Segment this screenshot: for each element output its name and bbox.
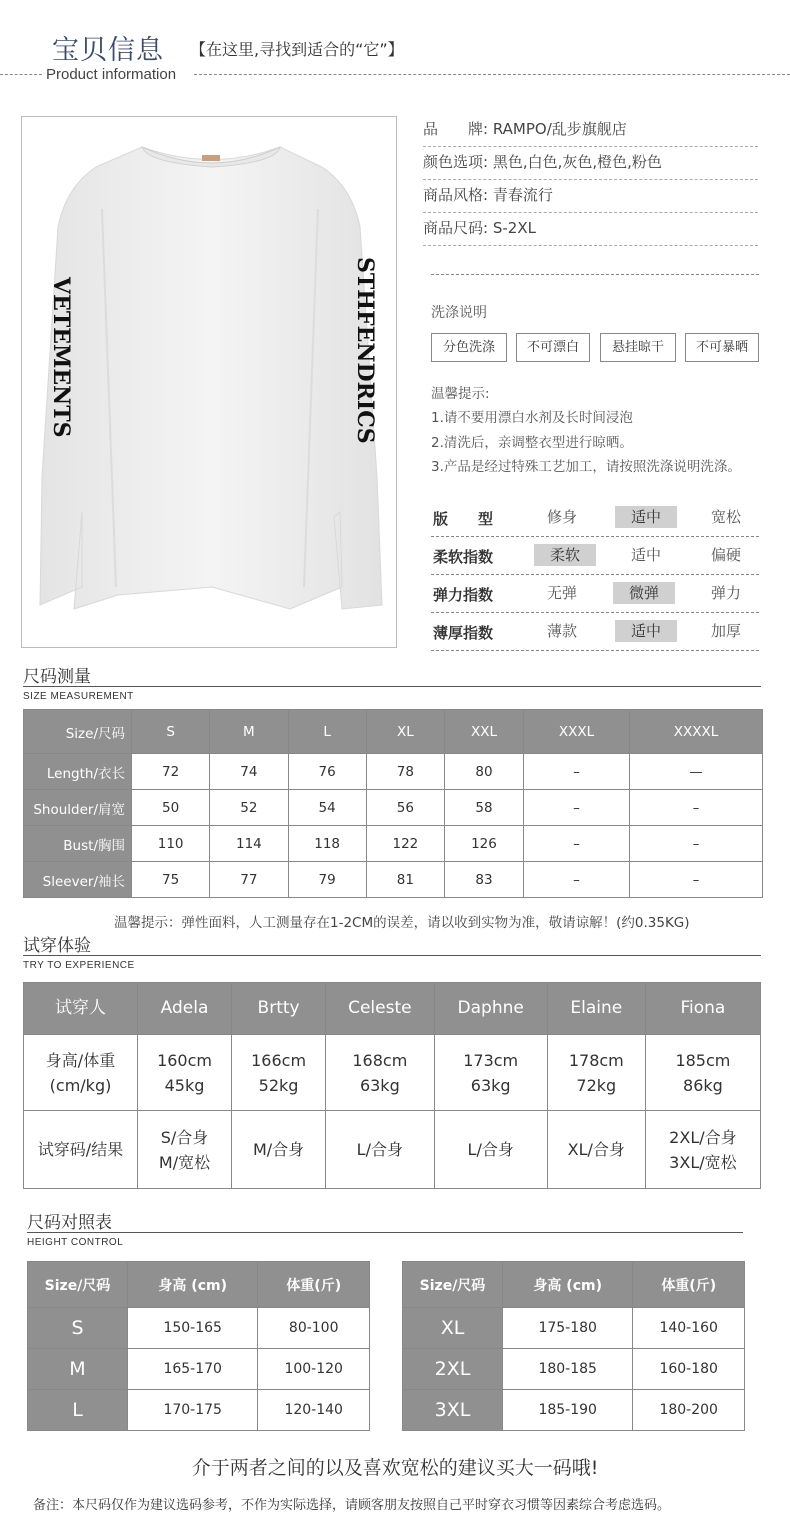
info-size [423, 213, 758, 246]
cell-line: (cm/kg) [49, 1075, 112, 1095]
table-cell [232, 1111, 326, 1189]
cell-line: 52kg [258, 1075, 299, 1095]
fit-option: 适中 [630, 546, 661, 564]
table-cell [326, 1111, 434, 1189]
fit-option: 无弹 [546, 584, 577, 602]
height-section-line [27, 1232, 743, 1233]
tips-line: 1.请不要用漂白水剂及长时间浸泡 [431, 410, 633, 426]
table-row [24, 826, 763, 862]
table-cell: S [28, 1308, 128, 1349]
table-cell: 身高 (cm) [503, 1262, 633, 1308]
wash-title: 洗涤说明 [431, 305, 487, 321]
table-cell: 52 [210, 790, 288, 826]
cell-line: 72kg [576, 1075, 617, 1095]
table-cell: – [523, 754, 629, 790]
table-cell: Length/衣长 [24, 754, 132, 790]
svg-text:VETEMENTS: VETEMENTS [48, 277, 74, 438]
fit-option: 薄款 [546, 622, 577, 640]
table-cell: Size/尺码 [403, 1262, 503, 1308]
table-cell: M [210, 710, 288, 754]
table-cell [232, 1035, 326, 1111]
table-cell: Celeste [326, 983, 434, 1035]
table-cell: 72 [132, 754, 210, 790]
table-cell: 110 [132, 826, 210, 862]
table-cell: 54 [288, 790, 366, 826]
table-cell: 122 [366, 826, 444, 862]
page-title-en: Product information [46, 66, 177, 83]
table-cell: 56 [366, 790, 444, 826]
tshirt-image [22, 117, 396, 647]
table-cell: S [132, 710, 210, 754]
info-label: 商品风格: [423, 186, 489, 204]
table-cell: XXXL [523, 710, 629, 754]
cell-line: 160cm [157, 1050, 212, 1070]
fit-option: 弹力 [710, 584, 741, 602]
table-cell: Shoulder/肩宽 [24, 790, 132, 826]
table-cell: 185-190 [503, 1390, 633, 1431]
cell-line: 45kg [164, 1075, 205, 1095]
table-cell: L [28, 1390, 128, 1431]
info-value: RAMPO/乱步旗舰店 [492, 120, 627, 138]
table-row [28, 1308, 370, 1349]
table-row [28, 1390, 370, 1431]
table-cell: 120-140 [258, 1390, 370, 1431]
tips-title: 温馨提示: [431, 386, 490, 402]
table-cell: 160-180 [633, 1349, 745, 1390]
fit-row-cut [431, 499, 759, 537]
table-cell: 170-175 [128, 1390, 258, 1431]
table-cell: Elaine [547, 983, 645, 1035]
cell-line: 86kg [683, 1075, 723, 1095]
table-cell: 试穿人 [24, 983, 138, 1035]
table-cell [645, 1035, 760, 1111]
table-cell: XL [366, 710, 444, 754]
table-cell: Brtty [232, 983, 326, 1035]
cell-line: L/合身 [356, 1140, 403, 1159]
fit-option-selected: 适中 [615, 506, 677, 528]
table-cell: 180-185 [503, 1349, 633, 1390]
info-value: S-2XL [492, 219, 536, 237]
page-title: 宝贝信息 [52, 35, 164, 66]
table-cell: 126 [445, 826, 524, 862]
info-colors [423, 147, 758, 180]
table-cell: 75 [132, 862, 210, 898]
table-cell: 74 [210, 754, 288, 790]
table-cell: 114 [210, 826, 288, 862]
table-cell [547, 1035, 645, 1111]
info-brand [423, 114, 758, 147]
table-cell: 140-160 [633, 1308, 745, 1349]
cell-line: L/合身 [467, 1140, 514, 1159]
fit-option: 偏硬 [710, 546, 741, 564]
fit-option-selected: 微弹 [613, 582, 675, 604]
table-row [24, 1035, 761, 1111]
table-cell: 150-165 [128, 1308, 258, 1349]
table-cell: – [523, 790, 629, 826]
header-divider-left [0, 74, 42, 75]
table-cell: — [629, 754, 762, 790]
table-cell: Size/尺码 [24, 710, 132, 754]
info-label: 品 牌: [423, 120, 489, 138]
table-cell: XXL [445, 710, 524, 754]
table-cell: 77 [210, 862, 288, 898]
fit-option: 修身 [546, 508, 577, 526]
cell-line: 168cm [352, 1050, 408, 1070]
table-row [28, 1349, 370, 1390]
info-label: 颜色选项: [423, 153, 489, 171]
wash-item: 不可暴晒 [685, 333, 759, 362]
wash-item: 悬挂晾干 [600, 333, 676, 362]
cell-line: 2XL/合身 [669, 1127, 737, 1147]
table-cell: XXXXL [629, 710, 762, 754]
table-cell: 83 [445, 862, 524, 898]
page-subtitle: 【在这里,寻找到适合的“它”】 [190, 40, 404, 59]
product-photo [21, 116, 397, 648]
try-section-title: 试穿体验 [23, 936, 91, 956]
table-cell: Sleever/袖长 [24, 862, 132, 898]
size-section-title: 尺码测量 [23, 667, 91, 687]
table-cell: 78 [366, 754, 444, 790]
table-cell: 175-180 [503, 1308, 633, 1349]
fit-option-selected: 适中 [615, 620, 677, 642]
fit-label: 版 型 [433, 510, 494, 528]
table-header-row [24, 710, 763, 754]
cell-line: 178cm [568, 1050, 624, 1070]
table-cell [138, 1111, 232, 1189]
table-cell: Size/尺码 [28, 1262, 128, 1308]
fit-label: 弹力指数 [433, 586, 494, 604]
cell-line: 173cm [463, 1050, 519, 1070]
info-value: 黑色,白色,灰色,橙色,粉色 [492, 153, 662, 171]
remark: 备注：本尺码仅作为建议选码参考，不作为实际选择，请顾客朋友按照自己平时穿衣习惯等因素综合考虑选码。 [33, 1498, 671, 1513]
fit-option: 加厚 [710, 622, 741, 640]
cell-line: XL/合身 [567, 1140, 625, 1159]
cell-line: M/合身 [252, 1140, 305, 1159]
table-cell: – [629, 826, 762, 862]
cell-line: 63kg [359, 1075, 400, 1095]
table-cell [24, 1035, 138, 1111]
table-cell: 118 [288, 826, 366, 862]
cell-line: S/合身 [160, 1127, 209, 1147]
tips-line: 2.清洗后，亲调整衣型进行晾晒。 [431, 435, 633, 451]
svg-text:STHFENDRICS: STHFENDRICS [352, 257, 378, 444]
table-cell [434, 1111, 547, 1189]
try-table [23, 982, 761, 1189]
table-cell [326, 1035, 434, 1111]
table-cell: 50 [132, 790, 210, 826]
table-cell [138, 1035, 232, 1111]
height-table-left [27, 1261, 370, 1431]
height-section-subtitle: HEIGHT CONTROL [27, 1237, 124, 1248]
table-cell: 76 [288, 754, 366, 790]
fit-row-thickness [431, 613, 759, 651]
table-cell: 身高 (cm) [128, 1262, 258, 1308]
table-cell: 80 [445, 754, 524, 790]
table-cell [645, 1111, 760, 1189]
table-cell: – [629, 790, 762, 826]
table-cell: XL [403, 1308, 503, 1349]
table-header-row [403, 1262, 745, 1308]
fit-option-selected: 柔软 [534, 544, 596, 566]
table-cell: 79 [288, 862, 366, 898]
table-cell [547, 1111, 645, 1189]
table-row [403, 1349, 745, 1390]
size-section-line [23, 686, 761, 687]
table-cell: Daphne [434, 983, 547, 1035]
fit-option: 宽松 [710, 508, 741, 526]
info-style [423, 180, 758, 213]
tips-line: 3.产品是经过特殊工艺加工，请按照洗涤说明洗涤。 [431, 459, 741, 475]
header-divider-right [194, 74, 790, 75]
fit-label: 柔软指数 [433, 548, 494, 566]
table-row [24, 754, 763, 790]
info-label: 商品尺码: [423, 219, 489, 237]
table-row [403, 1390, 745, 1431]
table-cell: – [523, 862, 629, 898]
size-advice: 介于两者之间的以及喜欢宽松的建议买大一码哦! [191, 1457, 599, 1479]
size-table [23, 709, 763, 898]
table-cell: 81 [366, 862, 444, 898]
table-cell: 体重(斤) [633, 1262, 745, 1308]
size-note: 温馨提示：弹性面料，人工测量存在1-2CM的误差，请以收到实物为准，敬请谅解！(约0.35KG) [114, 915, 690, 931]
fit-row-elasticity [431, 575, 759, 613]
info-value: 青春流行 [492, 186, 553, 204]
table-cell: 3XL [403, 1390, 503, 1431]
table-cell: 体重(斤) [258, 1262, 370, 1308]
cell-line: 185cm [675, 1050, 731, 1070]
table-cell: Adela [138, 983, 232, 1035]
table-cell: 58 [445, 790, 524, 826]
table-cell: M [28, 1349, 128, 1390]
cell-line: 63kg [470, 1075, 511, 1095]
table-header-row [24, 983, 761, 1035]
cell-line: M/宽松 [158, 1152, 211, 1172]
table-cell: – [523, 826, 629, 862]
table-cell: Fiona [645, 983, 760, 1035]
wash-item: 分色洗涤 [431, 333, 507, 362]
table-cell: 试穿码/结果 [24, 1111, 138, 1189]
info-divider [431, 274, 759, 275]
table-cell: 180-200 [633, 1390, 745, 1431]
table-cell: 2XL [403, 1349, 503, 1390]
try-section-subtitle: TRY TO EXPERIENCE [23, 960, 135, 971]
table-row [24, 862, 763, 898]
cell-line: 3XL/宽松 [669, 1152, 737, 1172]
table-row [24, 1111, 761, 1189]
table-row [403, 1308, 745, 1349]
table-header-row [28, 1262, 370, 1308]
table-cell: 165-170 [128, 1349, 258, 1390]
table-cell: 100-120 [258, 1349, 370, 1390]
size-section-subtitle: SIZE MEASUREMENT [23, 691, 134, 702]
table-cell [434, 1035, 547, 1111]
wash-item: 不可漂白 [516, 333, 590, 362]
table-cell: Bust/胸围 [24, 826, 132, 862]
try-section-line [23, 955, 761, 956]
cell-line: 166cm [251, 1050, 307, 1070]
fit-row-softness [431, 537, 759, 575]
table-row [24, 790, 763, 826]
height-section-title: 尺码对照表 [27, 1213, 112, 1233]
height-table-right [402, 1261, 745, 1431]
fit-label: 薄厚指数 [433, 624, 494, 642]
cell-line: 身高/体重 [45, 1050, 116, 1070]
table-cell: – [629, 862, 762, 898]
table-cell: 80-100 [258, 1308, 370, 1349]
table-cell: L [288, 710, 366, 754]
